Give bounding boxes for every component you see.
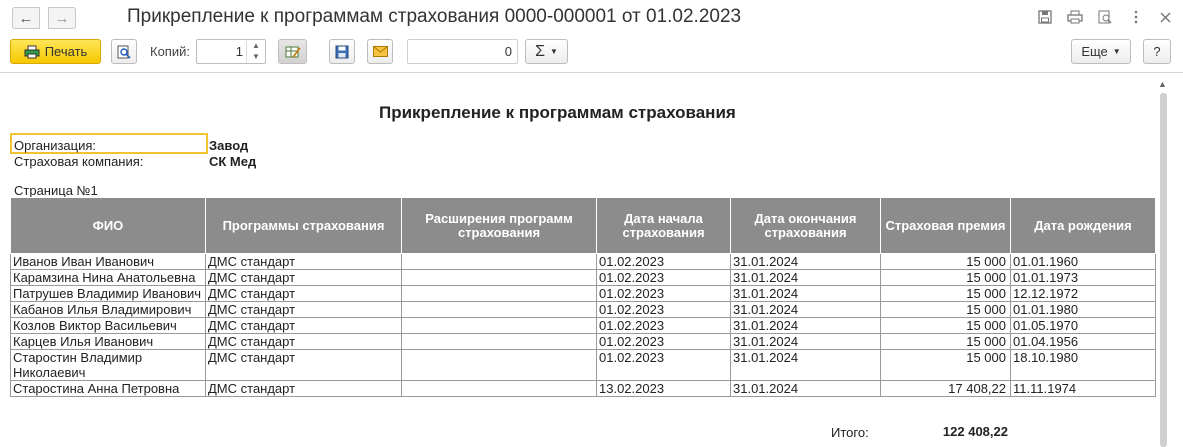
column-header[interactable]: Страховая премия	[881, 198, 1011, 254]
cell-premium[interactable]: 15 000	[881, 254, 1011, 270]
more-button[interactable]	[1071, 39, 1131, 64]
cell-fio[interactable]: Иванов Иван Иванович	[11, 254, 206, 270]
cell-fio[interactable]: Старостина Анна Петровна	[11, 381, 206, 397]
column-header[interactable]: Программы страхования	[206, 198, 402, 254]
chevron-down-icon: ▼	[1112, 47, 1121, 56]
insurance-table	[10, 197, 1156, 397]
sum-field[interactable]	[407, 39, 518, 64]
cell-extension[interactable]	[402, 350, 597, 381]
column-header[interactable]: Дата окончания страхования	[731, 198, 881, 254]
back-button[interactable]	[12, 7, 40, 29]
table-row[interactable]	[11, 350, 1156, 381]
column-header[interactable]: Дата рождения	[1011, 198, 1156, 254]
cell-birth-date[interactable]: 01.01.1960	[1011, 254, 1156, 270]
company-value: СК Мед	[209, 154, 257, 169]
arrow-left-icon: ←	[18, 9, 34, 27]
page-label: Страница №1	[14, 183, 98, 198]
cell-fio[interactable]: Козлов Виктор Васильевич	[11, 318, 206, 334]
cell-program[interactable]: ДМС стандарт	[206, 318, 402, 334]
company-label: Страховая компания:	[14, 154, 144, 169]
cell-end-date[interactable]: 31.01.2024	[731, 318, 881, 334]
cell-end-date[interactable]: 31.01.2024	[731, 381, 881, 397]
forward-button[interactable]	[48, 7, 76, 29]
window-title: Прикрепление к программам страхования 0000-000001 от 01.02.2023	[127, 6, 742, 27]
cell-extension[interactable]	[402, 254, 597, 270]
cell-premium[interactable]: 15 000	[881, 334, 1011, 350]
chevron-down-icon: ▼	[549, 47, 558, 56]
save-button[interactable]	[329, 39, 355, 64]
print-icon[interactable]	[1066, 8, 1084, 26]
print-button[interactable]	[10, 39, 101, 64]
save-icon[interactable]	[1036, 8, 1054, 26]
copies-label: Копий:	[150, 44, 190, 59]
cell-program[interactable]: ДМС стандарт	[206, 350, 402, 381]
cell-start-date[interactable]: 01.02.2023	[597, 302, 731, 318]
find-icon[interactable]	[1096, 8, 1114, 26]
scroll-up-icon[interactable]: ▲	[1158, 79, 1167, 89]
table-row[interactable]	[11, 381, 1156, 397]
cell-start-date[interactable]: 01.02.2023	[597, 334, 731, 350]
copies-stepper[interactable]	[196, 39, 266, 64]
cell-program[interactable]: ДМС стандарт	[206, 381, 402, 397]
cell-premium[interactable]: 15 000	[881, 270, 1011, 286]
sum-field-value: 0	[504, 44, 512, 59]
cell-extension[interactable]	[402, 286, 597, 302]
cell-extension[interactable]	[402, 334, 597, 350]
cell-end-date[interactable]: 31.01.2024	[731, 254, 881, 270]
table-row[interactable]	[11, 270, 1156, 286]
edit-mode-toggle[interactable]	[278, 39, 307, 64]
close-icon[interactable]	[1156, 8, 1174, 26]
org-label: Организация:	[14, 138, 97, 153]
cell-start-date[interactable]: 13.02.2023	[597, 381, 731, 397]
copies-value: 1	[235, 44, 243, 59]
cell-program[interactable]: ДМС стандарт	[206, 286, 402, 302]
scroll-thumb[interactable]	[1160, 93, 1167, 447]
cell-fio[interactable]: Патрушев Владимир Иванович	[11, 286, 206, 302]
help-label: ?	[1153, 44, 1161, 59]
cell-end-date[interactable]: 31.01.2024	[731, 270, 881, 286]
cell-birth-date[interactable]: 01.01.1980	[1011, 302, 1156, 318]
cell-premium[interactable]: 15 000	[881, 318, 1011, 334]
cell-fio[interactable]: Старостин Владимир Николаевич	[11, 350, 206, 381]
vertical-scrollbar[interactable]	[1157, 79, 1169, 447]
cell-end-date[interactable]: 31.01.2024	[731, 286, 881, 302]
printer-icon	[24, 45, 40, 59]
total-label: Итого:	[831, 425, 869, 440]
stepper-arrows-icon[interactable]: ▲ ▼	[246, 40, 265, 63]
cell-start-date[interactable]: 01.02.2023	[597, 254, 731, 270]
cell-birth-date[interactable]: 18.10.1980	[1011, 350, 1156, 381]
table-header-row	[11, 198, 1156, 254]
envelope-icon	[373, 46, 388, 57]
send-email-button[interactable]	[367, 39, 393, 64]
cell-premium[interactable]: 15 000	[881, 286, 1011, 302]
cell-extension[interactable]	[402, 302, 597, 318]
sigma-icon: Σ	[535, 42, 545, 60]
cell-start-date[interactable]: 01.02.2023	[597, 318, 731, 334]
document-title: Прикрепление к программам страхования	[379, 103, 736, 122]
cell-birth-date[interactable]: 01.05.1970	[1011, 318, 1156, 334]
sum-dropdown-button[interactable]	[525, 39, 568, 64]
table-row[interactable]	[11, 334, 1156, 350]
cell-extension[interactable]	[402, 270, 597, 286]
cell-birth-date[interactable]: 11.11.1974	[1011, 381, 1156, 397]
table-row[interactable]	[11, 302, 1156, 318]
help-button[interactable]	[1143, 39, 1171, 64]
cell-program[interactable]: ДМС стандарт	[206, 270, 402, 286]
cell-start-date[interactable]: 01.02.2023	[597, 286, 731, 302]
arrow-right-icon: →	[54, 9, 70, 27]
table-row[interactable]	[11, 318, 1156, 334]
spreadsheet-document[interactable]	[0, 72, 1183, 447]
preview-button[interactable]	[111, 39, 137, 64]
cell-end-date[interactable]: 31.01.2024	[731, 334, 881, 350]
preview-icon	[117, 45, 131, 59]
cell-fio[interactable]: Карамзина Нина Анатольевна	[11, 270, 206, 286]
print-button-label: Печать	[44, 44, 88, 59]
toolbar	[0, 38, 1183, 68]
cell-premium[interactable]: 15 000	[881, 350, 1011, 381]
cell-birth-date[interactable]: 12.12.1972	[1011, 286, 1156, 302]
cell-fio[interactable]: Кабанов Илья Владимирович	[11, 302, 206, 318]
total-value: 122 408,22	[942, 424, 1008, 439]
cell-end-date[interactable]: 31.01.2024	[731, 302, 881, 318]
more-button-label: Еще	[1081, 44, 1108, 59]
cell-program[interactable]: ДМС стандарт	[206, 334, 402, 350]
cell-extension[interactable]	[402, 381, 597, 397]
org-value: Завод	[209, 138, 249, 153]
column-header[interactable]: ФИО	[11, 198, 206, 254]
save-icon	[335, 45, 349, 59]
cell-start-date[interactable]: 01.02.2023	[597, 270, 731, 286]
cell-birth-date[interactable]: 01.01.1973	[1011, 270, 1156, 286]
cell-premium[interactable]: 17 408,22	[881, 381, 1011, 397]
title-bar	[0, 0, 1183, 36]
edit-table-icon	[285, 45, 301, 59]
cell-program[interactable]: ДМС стандарт	[206, 302, 402, 318]
table-row[interactable]	[11, 254, 1156, 270]
cell-end-date[interactable]: 31.01.2024	[731, 350, 881, 381]
table-row[interactable]	[11, 286, 1156, 302]
column-header[interactable]: Расширения программ страхования	[402, 198, 597, 254]
cell-start-date[interactable]: 01.02.2023	[597, 350, 731, 381]
menu-icon[interactable]	[1127, 8, 1145, 26]
column-header[interactable]: Дата начала страхования	[597, 198, 731, 254]
cell-extension[interactable]	[402, 318, 597, 334]
cell-birth-date[interactable]: 01.04.1956	[1011, 334, 1156, 350]
cell-fio[interactable]: Карцев Илья Иванович	[11, 334, 206, 350]
cell-premium[interactable]: 15 000	[881, 302, 1011, 318]
cell-program[interactable]: ДМС стандарт	[206, 254, 402, 270]
